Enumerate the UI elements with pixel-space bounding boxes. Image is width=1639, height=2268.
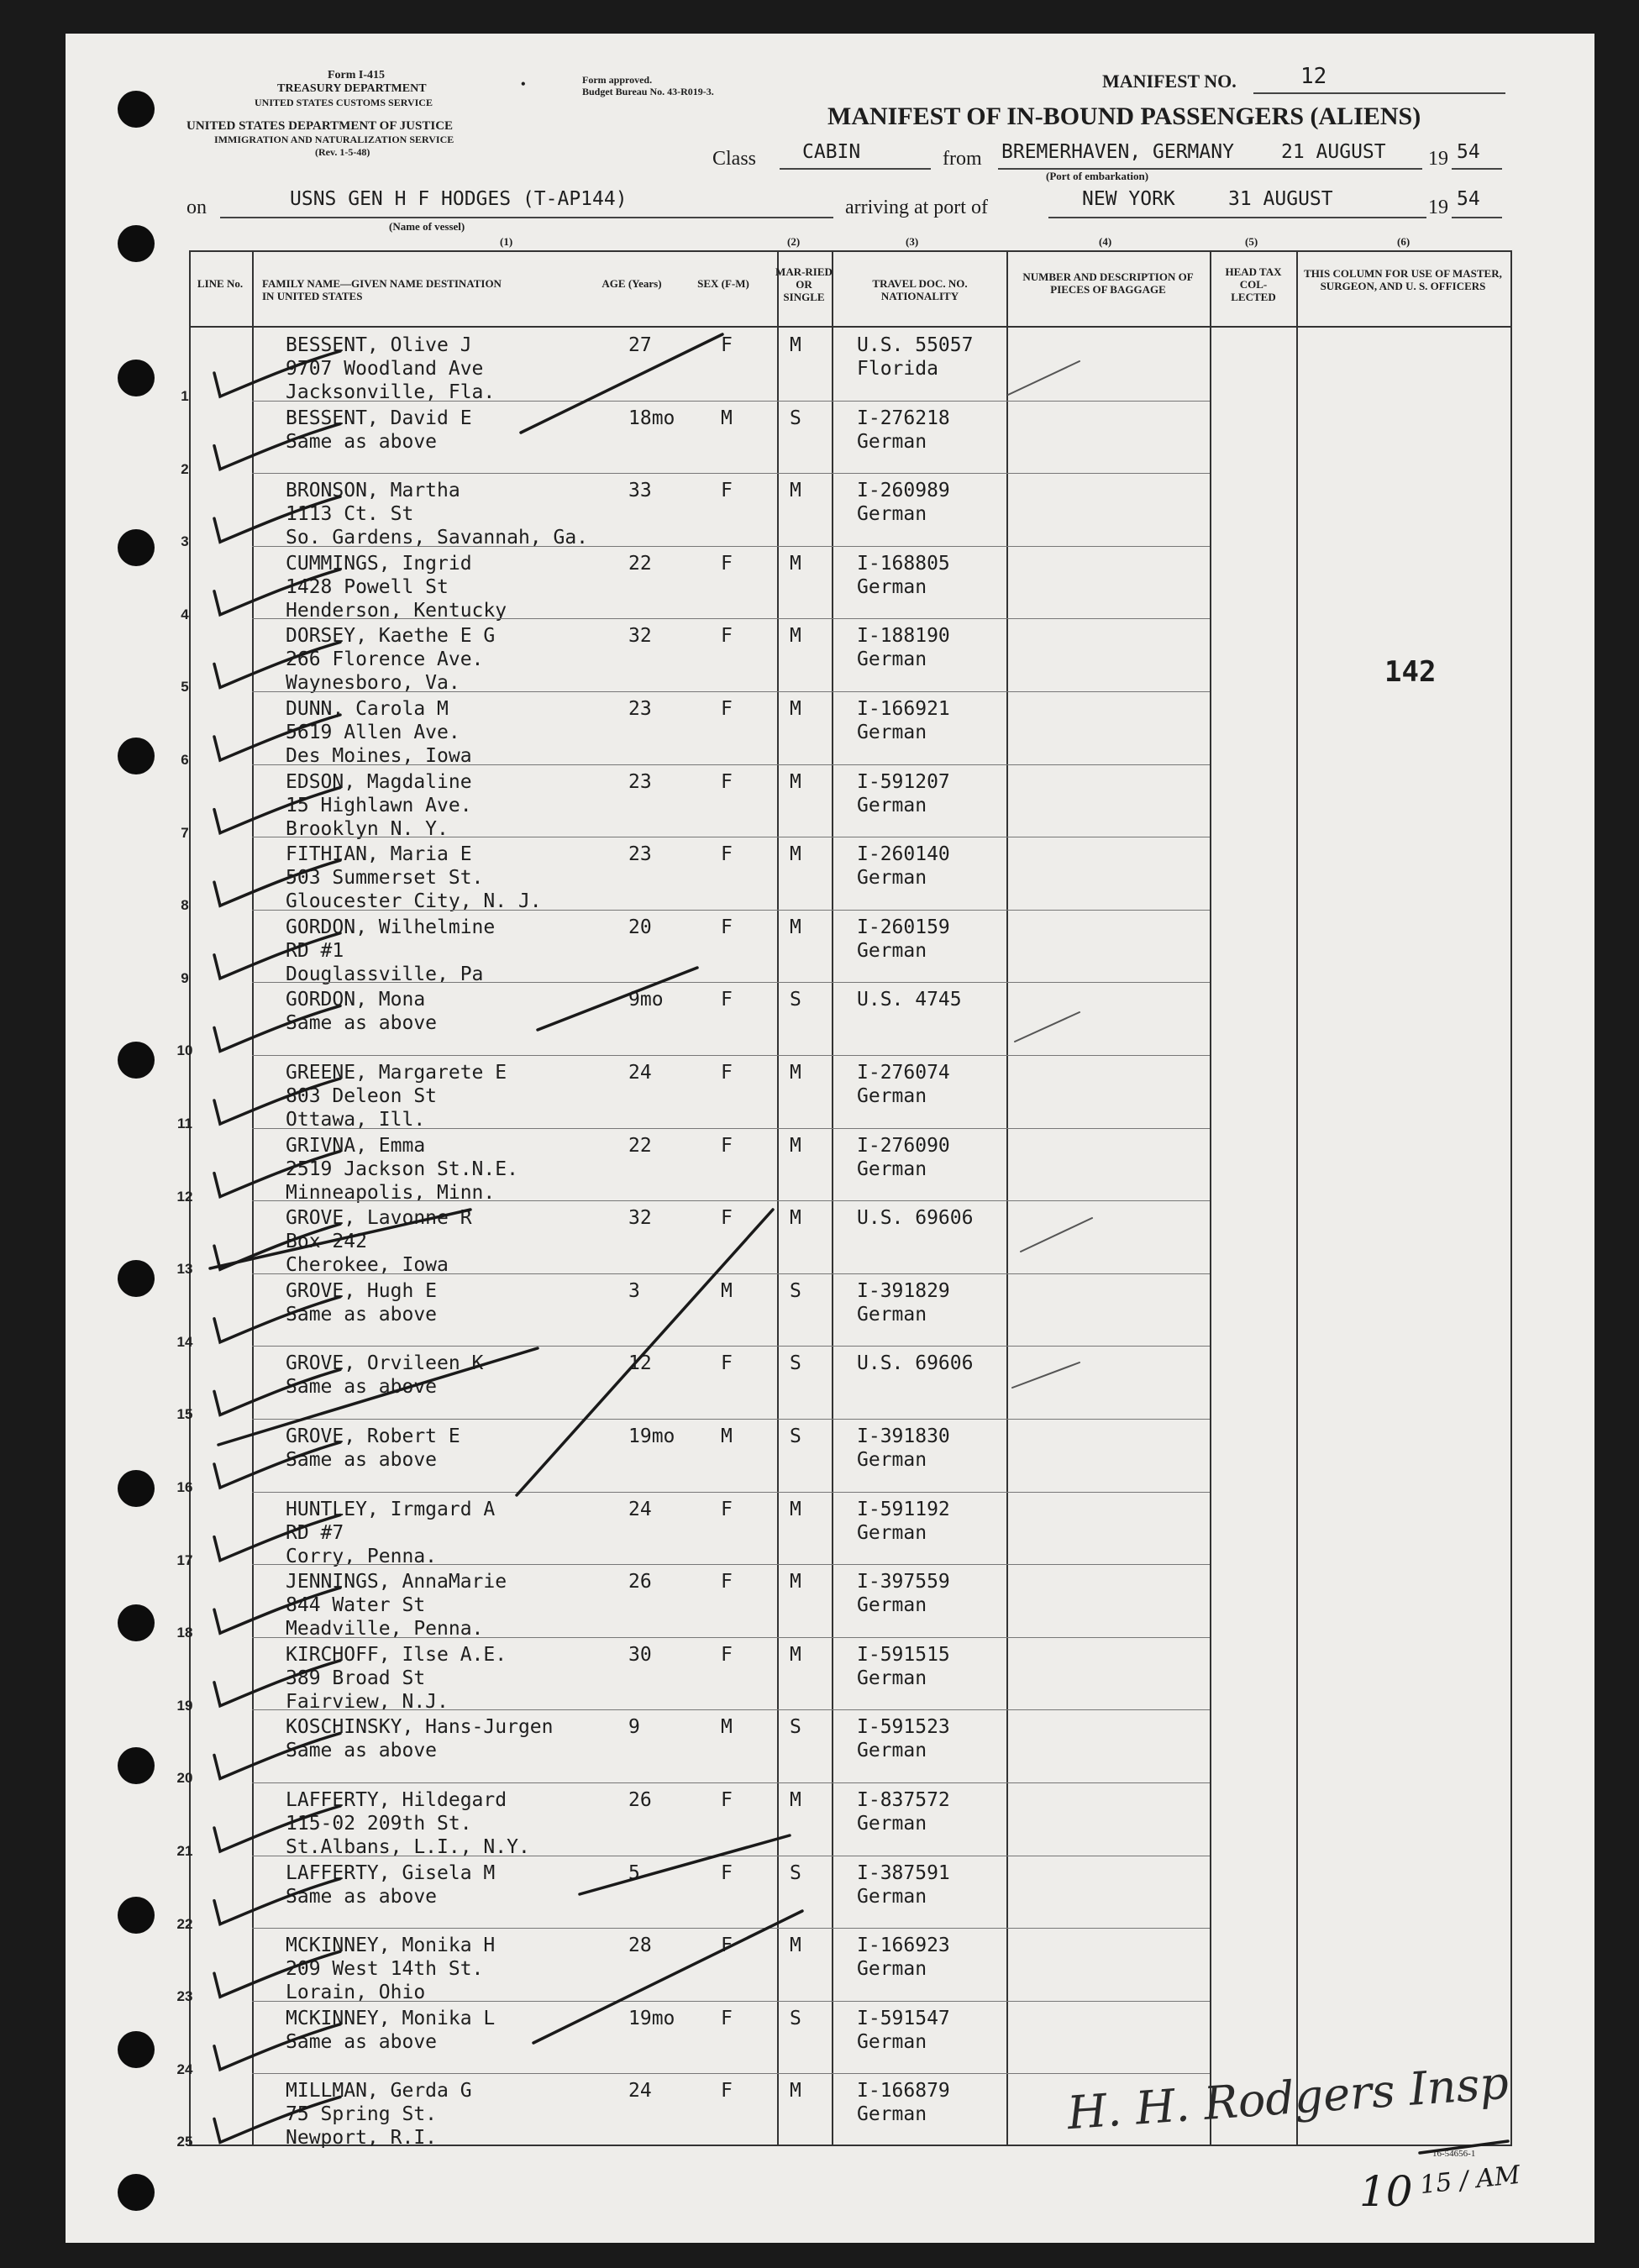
- line-number: 2: [181, 460, 189, 477]
- travel-doc-number: I-591547: [857, 2007, 950, 2029]
- nationality: German: [857, 939, 927, 962]
- line-number: 17: [176, 1551, 193, 1568]
- age-value: 22: [628, 1134, 652, 1157]
- destination-line-1: Same as above: [286, 1449, 438, 1471]
- col-num-6: (6): [1397, 235, 1410, 248]
- passenger-name: JENNINGS, AnnaMarie: [286, 1571, 507, 1593]
- from-label: from: [943, 148, 982, 170]
- marital-status-value: M: [790, 2080, 801, 2103]
- destination-line-1: 1113 Ct. St: [286, 503, 414, 526]
- baggage-tick: [1015, 1012, 1080, 1042]
- bullet: •: [521, 77, 526, 92]
- destination-line-2: St.Albans, L.I., N.Y.: [286, 1836, 530, 1858]
- nationality: German: [857, 430, 927, 453]
- passenger-name: DORSEY, Kaethe E G: [286, 625, 496, 648]
- vessel-value: USNS GEN H F HODGES (T-AP144): [290, 188, 628, 210]
- baggage-tick: [1012, 1362, 1080, 1388]
- destination-line-1: Same as above: [286, 2030, 438, 2053]
- nationality: German: [857, 1085, 927, 1107]
- ins-label: IMMIGRATION AND NATURALIZATION SERVICE: [214, 134, 454, 145]
- travel-doc-number: I-188190: [857, 625, 950, 648]
- passenger-name: MCKINNEY, Monika L: [286, 2007, 496, 2029]
- marital-status-value: M: [790, 552, 801, 575]
- line-number: 23: [176, 1988, 193, 2005]
- nationality: German: [857, 1813, 927, 1835]
- check-mark: [214, 788, 340, 833]
- marital-status-value: M: [790, 698, 801, 720]
- budget-label: Budget Bureau No. 43-R019-3.: [582, 86, 714, 97]
- check-mark: [214, 1515, 340, 1561]
- destination-line-1: Same as above: [286, 430, 438, 453]
- nationality: German: [857, 2103, 927, 2126]
- from-value: BREMERHAVEN, GERMANY: [1001, 141, 1234, 163]
- passenger-name: LAFFERTY, Hildegard: [286, 1789, 507, 1811]
- passenger-name: MILLMAN, Gerda G: [286, 2080, 472, 2103]
- sex-value: F: [721, 1207, 733, 1230]
- travel-doc-number: I-591207: [857, 770, 950, 793]
- customs-label: UNITED STATES CUSTOMS SERVICE: [255, 97, 433, 108]
- check-mark: [214, 1661, 340, 1706]
- travel-doc-number: I-397559: [857, 1571, 950, 1593]
- check-mark: [214, 1152, 340, 1197]
- age-value: 33: [628, 480, 652, 502]
- approved-label: Form approved.: [582, 74, 653, 86]
- vessel-note: (Name of vessel): [389, 220, 465, 233]
- age-value: 23: [628, 698, 652, 720]
- travel-doc-number: I-276074: [857, 1062, 950, 1084]
- age-value: 18mo: [628, 407, 675, 429]
- sex-value: F: [721, 916, 733, 938]
- destination-line-1: 209 West 14th St.: [286, 1958, 484, 1981]
- age-value: 9mo: [628, 989, 664, 1011]
- check-mark: [214, 860, 340, 906]
- destination-line-2: Des Moines, Iowa: [286, 745, 472, 767]
- passenger-name: GROVE, Hugh E: [286, 1279, 438, 1302]
- passenger-name: BRONSON, Martha: [286, 480, 460, 502]
- nationality: German: [857, 867, 927, 890]
- line-number: 21: [176, 1843, 193, 1859]
- sex-value: F: [721, 2007, 733, 2029]
- nationality: German: [857, 575, 927, 598]
- col-num-5: (5): [1245, 235, 1258, 248]
- sex-value: F: [721, 1352, 733, 1375]
- from-date: 21 AUGUST: [1281, 141, 1386, 163]
- destination-line-1: 115-02 209th St.: [286, 1813, 472, 1835]
- arrival-year: 54: [1457, 188, 1480, 210]
- check-mark: [214, 1951, 340, 1997]
- form-code: 16-54656-1: [1432, 2149, 1476, 2159]
- line-number: 18: [176, 1625, 193, 1641]
- sex-value: F: [721, 698, 733, 720]
- travel-doc-number: I-260989: [857, 480, 950, 502]
- passenger-name: GROVE, Lavonne R: [286, 1207, 472, 1230]
- year-prefix-2: 19: [1428, 197, 1448, 218]
- sex-value: F: [721, 1062, 733, 1084]
- on-label: on: [186, 197, 207, 218]
- age-value: 19mo: [628, 1425, 675, 1447]
- sex-value: F: [721, 843, 733, 866]
- inspector-signature: H. H. Rodgers Insp: [1065, 2055, 1510, 2140]
- age-value: 26: [628, 1571, 652, 1593]
- col-num-2: (2): [787, 235, 801, 248]
- travel-doc-number: I-276218: [857, 407, 950, 429]
- sex-value: F: [721, 1134, 733, 1157]
- nationality: German: [857, 1521, 927, 1544]
- age-value: 23: [628, 843, 652, 866]
- check-mark: [214, 496, 340, 542]
- check-mark: [214, 570, 340, 615]
- destination-line-2: Jacksonville, Fla.: [286, 381, 496, 403]
- destination-line-1: 75 Spring St.: [286, 2103, 438, 2126]
- line-number: 1: [181, 388, 189, 404]
- manifest-no-value: 12: [1300, 64, 1327, 89]
- check-mark: [214, 2097, 340, 2142]
- from-year: 54: [1457, 141, 1480, 163]
- destination-line-2: Douglassville, Pa: [286, 963, 484, 985]
- passenger-name: GORDON, Wilhelmine: [286, 916, 496, 938]
- sex-value: F: [721, 552, 733, 575]
- sex-value: F: [721, 1571, 733, 1593]
- travel-doc-number: I-837572: [857, 1789, 950, 1811]
- marital-status-value: M: [790, 480, 801, 502]
- destination-line-2: Fairview, N.J.: [286, 1690, 449, 1713]
- nationality: German: [857, 1303, 927, 1326]
- age-value: 24: [628, 1062, 652, 1084]
- line-number: 6: [181, 752, 189, 768]
- marital-status-value: M: [790, 1207, 801, 1230]
- line-number: 22: [176, 1915, 193, 1932]
- travel-doc-number: I-387591: [857, 1861, 950, 1884]
- destination-line-1: 9707 Woodland Ave: [286, 358, 484, 380]
- passenger-name: EDSON, Magdaline: [286, 770, 472, 793]
- header-married: MAR-RIED OR SINGLE: [775, 265, 833, 303]
- travel-doc-number: I-591523: [857, 1716, 950, 1739]
- passenger-name: MCKINNEY, Monika H: [286, 1935, 496, 1957]
- check-mark: [214, 1588, 340, 1633]
- travel-doc-number: I-591515: [857, 1643, 950, 1666]
- baggage-tick: [1021, 1218, 1092, 1252]
- travel-doc-number: I-260159: [857, 916, 950, 938]
- sex-value: F: [721, 480, 733, 502]
- destination-line-2: Gloucester City, N. J.: [286, 890, 542, 913]
- marital-status-value: M: [790, 1789, 801, 1811]
- passenger-name: HUNTLEY, Irmgard A: [286, 1498, 496, 1520]
- check-mark: [214, 642, 340, 687]
- nationality: German: [857, 722, 927, 743]
- check-mark: [214, 1879, 340, 1924]
- passenger-name: BESSENT, David E: [286, 407, 472, 429]
- marital-status-value: M: [790, 1935, 801, 1957]
- age-value: 19mo: [628, 2007, 675, 2029]
- header-age: AGE (Years): [601, 277, 662, 290]
- header-tax: HEAD TAX COL-LECTED: [1225, 265, 1282, 303]
- passenger-name: GROVE, Robert E: [286, 1425, 460, 1447]
- destination-line-1: 503 Summerset St.: [286, 867, 484, 890]
- destination-line-1: 5619 Allen Ave.: [286, 722, 460, 743]
- check-mark: [214, 351, 340, 396]
- stamp-number: 10: [1359, 2167, 1413, 2216]
- margin-number: 142: [1384, 655, 1437, 689]
- destination-line-1: Same as above: [286, 1376, 438, 1399]
- check-mark: [214, 1079, 340, 1124]
- nationality: German: [857, 648, 927, 671]
- age-value: 12: [628, 1352, 652, 1375]
- form-id: Form I-415: [328, 69, 386, 81]
- sex-value: M: [721, 1425, 733, 1447]
- destination-line-1: Same as above: [286, 1012, 438, 1035]
- travel-doc-number: I-168805: [857, 552, 950, 575]
- travel-doc-number: I-391830: [857, 1425, 950, 1447]
- sex-value: F: [721, 1789, 733, 1811]
- age-value: 5: [628, 1861, 640, 1884]
- marital-status-value: M: [790, 770, 801, 793]
- header-officers: THIS COLUMN FOR USE OF MASTER, SURGEON, AND U. S. OFFICERS: [1304, 267, 1502, 292]
- cross-out-stroke: [210, 1210, 470, 1268]
- line-number: 12: [176, 1188, 193, 1205]
- marital-status-value: M: [790, 1134, 801, 1157]
- arrival-date: 31 AUGUST: [1228, 188, 1333, 210]
- age-value: 32: [628, 1207, 652, 1230]
- nationality: German: [857, 1594, 927, 1617]
- header-line: LINE No.: [197, 277, 244, 290]
- passenger-name: GORDON, Mona: [286, 989, 426, 1011]
- age-value: 24: [628, 2080, 652, 2103]
- marital-status-value: M: [790, 916, 801, 938]
- header-baggage: NUMBER AND DESCRIPTION OF PIECES OF BAGGAGE: [1022, 270, 1194, 296]
- marital-status-value: M: [790, 1571, 801, 1593]
- destination-line-2: Ottawa, Ill.: [286, 1109, 426, 1131]
- destination-line-1: 1428 Powell St: [286, 575, 449, 598]
- sex-value: F: [721, 1643, 733, 1666]
- travel-doc-number: I-166879: [857, 2080, 950, 2103]
- passenger-name: FITHIAN, Maria E: [286, 843, 472, 866]
- line-number: 14: [176, 1333, 193, 1350]
- destination-line-1: Same as above: [286, 1885, 438, 1908]
- marital-status-value: M: [790, 334, 801, 356]
- destination-line-2: Waynesboro, Va.: [286, 672, 460, 695]
- passenger-name: KOSCHINSKY, Hans-Jurgen: [286, 1716, 554, 1739]
- sex-value: F: [721, 1935, 733, 1957]
- age-value: 22: [628, 552, 652, 575]
- line-number: 4: [181, 606, 189, 622]
- age-value: 24: [628, 1498, 652, 1520]
- passenger-name: LAFFERTY, Gisela M: [286, 1861, 496, 1884]
- check-mark: [214, 2024, 340, 2070]
- line-number: 7: [181, 824, 189, 841]
- nationality: German: [857, 1449, 927, 1471]
- nationality: German: [857, 1885, 927, 1908]
- col-num-1: (1): [500, 235, 513, 248]
- age-value: 26: [628, 1789, 652, 1811]
- nationality: German: [857, 2030, 927, 2053]
- travel-doc-number: I-391829: [857, 1279, 950, 1302]
- passenger-name: BESSENT, Olive J: [286, 334, 472, 356]
- passenger-name: DUNN, Carola M: [286, 698, 449, 720]
- justice-label: UNITED STATES DEPARTMENT OF JUSTICE: [186, 119, 454, 133]
- sex-value: F: [721, 770, 733, 793]
- check-mark: [214, 1369, 340, 1415]
- age-value: 27: [628, 334, 652, 356]
- line-number: 15: [176, 1406, 193, 1423]
- destination-line-2: Minneapolis, Minn.: [286, 1181, 496, 1204]
- check-mark: [214, 933, 340, 979]
- cross-out-stroke: [517, 1210, 773, 1495]
- marital-status-value: S: [790, 1861, 801, 1884]
- col-num-3: (3): [906, 235, 919, 248]
- marital-status-value: M: [790, 1643, 801, 1666]
- age-value: 20: [628, 916, 652, 938]
- line-number: 3: [181, 533, 189, 550]
- destination-line-2: Brooklyn N. Y.: [286, 817, 449, 840]
- travel-doc-number: U.S. 4745: [857, 989, 962, 1011]
- destination-line-1: 803 Deleon St: [286, 1085, 438, 1107]
- stamp-fraction: 15 / AM: [1418, 2160, 1522, 2201]
- nationality: Florida: [857, 358, 938, 380]
- line-number: 16: [176, 1479, 193, 1495]
- check-mark: [214, 1442, 340, 1488]
- line-number: 5: [181, 679, 189, 696]
- age-value: 23: [628, 770, 652, 793]
- travel-doc-number: I-591192: [857, 1498, 950, 1520]
- passenger-name: CUMMINGS, Ingrid: [286, 552, 472, 575]
- age-value: 3: [628, 1279, 640, 1302]
- check-mark: [214, 1297, 340, 1342]
- baggage-tick: [1008, 361, 1080, 395]
- cross-out-stroke: [533, 1911, 802, 2043]
- destination-line-1: 2519 Jackson St.N.E.: [286, 1158, 518, 1180]
- cross-out-stroke: [580, 1835, 790, 1894]
- sex-value: F: [721, 625, 733, 648]
- arrival-port: NEW YORK: [1082, 188, 1175, 210]
- passenger-name: GROVE, Orvileen K: [286, 1352, 484, 1375]
- travel-doc-number: I-166923: [857, 1935, 950, 1957]
- marital-status-value: M: [790, 843, 801, 866]
- line-number: 8: [181, 897, 189, 914]
- nationality: German: [857, 794, 927, 816]
- marital-status-value: S: [790, 407, 801, 429]
- manifest-no-label: MANIFEST NO.: [1102, 71, 1237, 92]
- sex-value: M: [721, 1716, 733, 1739]
- check-mark: [214, 715, 340, 760]
- destination-line-2: Meadville, Penna.: [286, 1618, 484, 1641]
- marital-status-value: S: [790, 1716, 801, 1739]
- travel-doc-number: U.S. 69606: [857, 1207, 974, 1230]
- sex-value: F: [721, 2080, 733, 2103]
- marital-status-value: S: [790, 1425, 801, 1447]
- destination-line-2: Cherokee, Iowa: [286, 1254, 449, 1277]
- sex-value: F: [721, 334, 733, 356]
- sex-value: M: [721, 1279, 733, 1302]
- travel-doc-number: I-276090: [857, 1134, 950, 1157]
- sex-value: F: [721, 1861, 733, 1884]
- destination-line-1: Same as above: [286, 1303, 438, 1326]
- sex-value: M: [721, 407, 733, 429]
- treasury-label: TREASURY DEPARTMENT: [277, 82, 427, 95]
- destination-line-2: So. Gardens, Savannah, Ga.: [286, 527, 589, 549]
- destination-line-1: RD #1: [286, 939, 344, 962]
- rev-label: (Rev. 1-5-48): [315, 146, 370, 158]
- passenger-name: GRIVNA, Emma: [286, 1134, 426, 1157]
- class-value: CABIN: [802, 141, 861, 163]
- destination-line-1: Box 242: [286, 1231, 367, 1253]
- passenger-name: KIRCHOFF, Ilse A.E.: [286, 1643, 507, 1666]
- manifest-title: MANIFEST OF IN-BOUND PASSENGERS (ALIENS): [827, 102, 1421, 130]
- nationality: German: [857, 1667, 927, 1689]
- nationality: German: [857, 503, 927, 526]
- line-number: 13: [176, 1261, 193, 1278]
- sex-value: F: [721, 989, 733, 1011]
- marital-status-value: M: [790, 625, 801, 648]
- passenger-name: GREENE, Margarete E: [286, 1062, 507, 1084]
- marital-status-value: S: [790, 989, 801, 1011]
- check-mark: [214, 1005, 340, 1051]
- line-number: 19: [176, 1697, 193, 1714]
- cross-out-stroke: [538, 968, 697, 1030]
- header-travel: TRAVEL DOC. NO. NATIONALITY: [872, 277, 968, 302]
- nationality: German: [857, 1158, 927, 1180]
- age-value: 28: [628, 1935, 652, 1957]
- destination-line-1: RD #7: [286, 1521, 344, 1544]
- age-value: 9: [628, 1716, 640, 1739]
- age-value: 32: [628, 625, 652, 648]
- age-value: 30: [628, 1643, 652, 1666]
- destination-line-2: Corry, Penna.: [286, 1545, 438, 1567]
- header-name: FAMILY NAME—GIVEN NAME DESTINATION IN UNITED STATES: [262, 277, 502, 302]
- arriving-label: arriving at port of: [845, 197, 988, 218]
- cross-out-stroke: [521, 334, 722, 433]
- nationality: German: [857, 1958, 927, 1981]
- nationality: German: [857, 1740, 927, 1762]
- line-number: 9: [181, 969, 189, 986]
- col-num-4: (4): [1099, 235, 1112, 248]
- marital-status-value: S: [790, 1352, 801, 1375]
- travel-doc-number: I-166921: [857, 698, 950, 720]
- travel-doc-number: U.S. 55057: [857, 334, 974, 356]
- destination-line-2: Lorain, Ohio: [286, 1982, 426, 2004]
- destination-line-1: Same as above: [286, 1740, 438, 1762]
- destination-line-2: Newport, R.I.: [286, 2127, 438, 2150]
- line-number: 11: [177, 1116, 192, 1131]
- destination-line-1: 266 Florence Ave.: [286, 648, 484, 671]
- check-mark: [214, 1806, 340, 1851]
- destination-line-1: 15 Highlawn Ave.: [286, 794, 472, 816]
- check-mark: [214, 424, 340, 470]
- line-number: 10: [176, 1042, 193, 1059]
- line-number: 24: [176, 2061, 193, 2077]
- sex-value: F: [721, 1498, 733, 1520]
- marital-status-value: S: [790, 2007, 801, 2029]
- destination-line-2: Henderson, Kentucky: [286, 599, 507, 622]
- destination-line-1: 389 Broad St: [286, 1667, 426, 1689]
- travel-doc-number: U.S. 69606: [857, 1352, 974, 1375]
- line-number: 25: [176, 2134, 193, 2150]
- year-prefix-1: 19: [1428, 148, 1448, 170]
- marital-status-value: M: [790, 1062, 801, 1084]
- marital-status-value: M: [790, 1498, 801, 1520]
- port-embark-note: (Port of embarkation): [1046, 170, 1149, 182]
- travel-doc-number: I-260140: [857, 843, 950, 866]
- check-mark: [214, 1733, 340, 1778]
- line-number: 20: [176, 1770, 193, 1787]
- class-label: Class: [712, 148, 757, 170]
- underline-stroke: [1420, 2141, 1508, 2153]
- destination-line-1: 844 Water St: [286, 1594, 426, 1617]
- marital-status-value: S: [790, 1279, 801, 1302]
- header-sex: SEX (F-M): [697, 277, 749, 290]
